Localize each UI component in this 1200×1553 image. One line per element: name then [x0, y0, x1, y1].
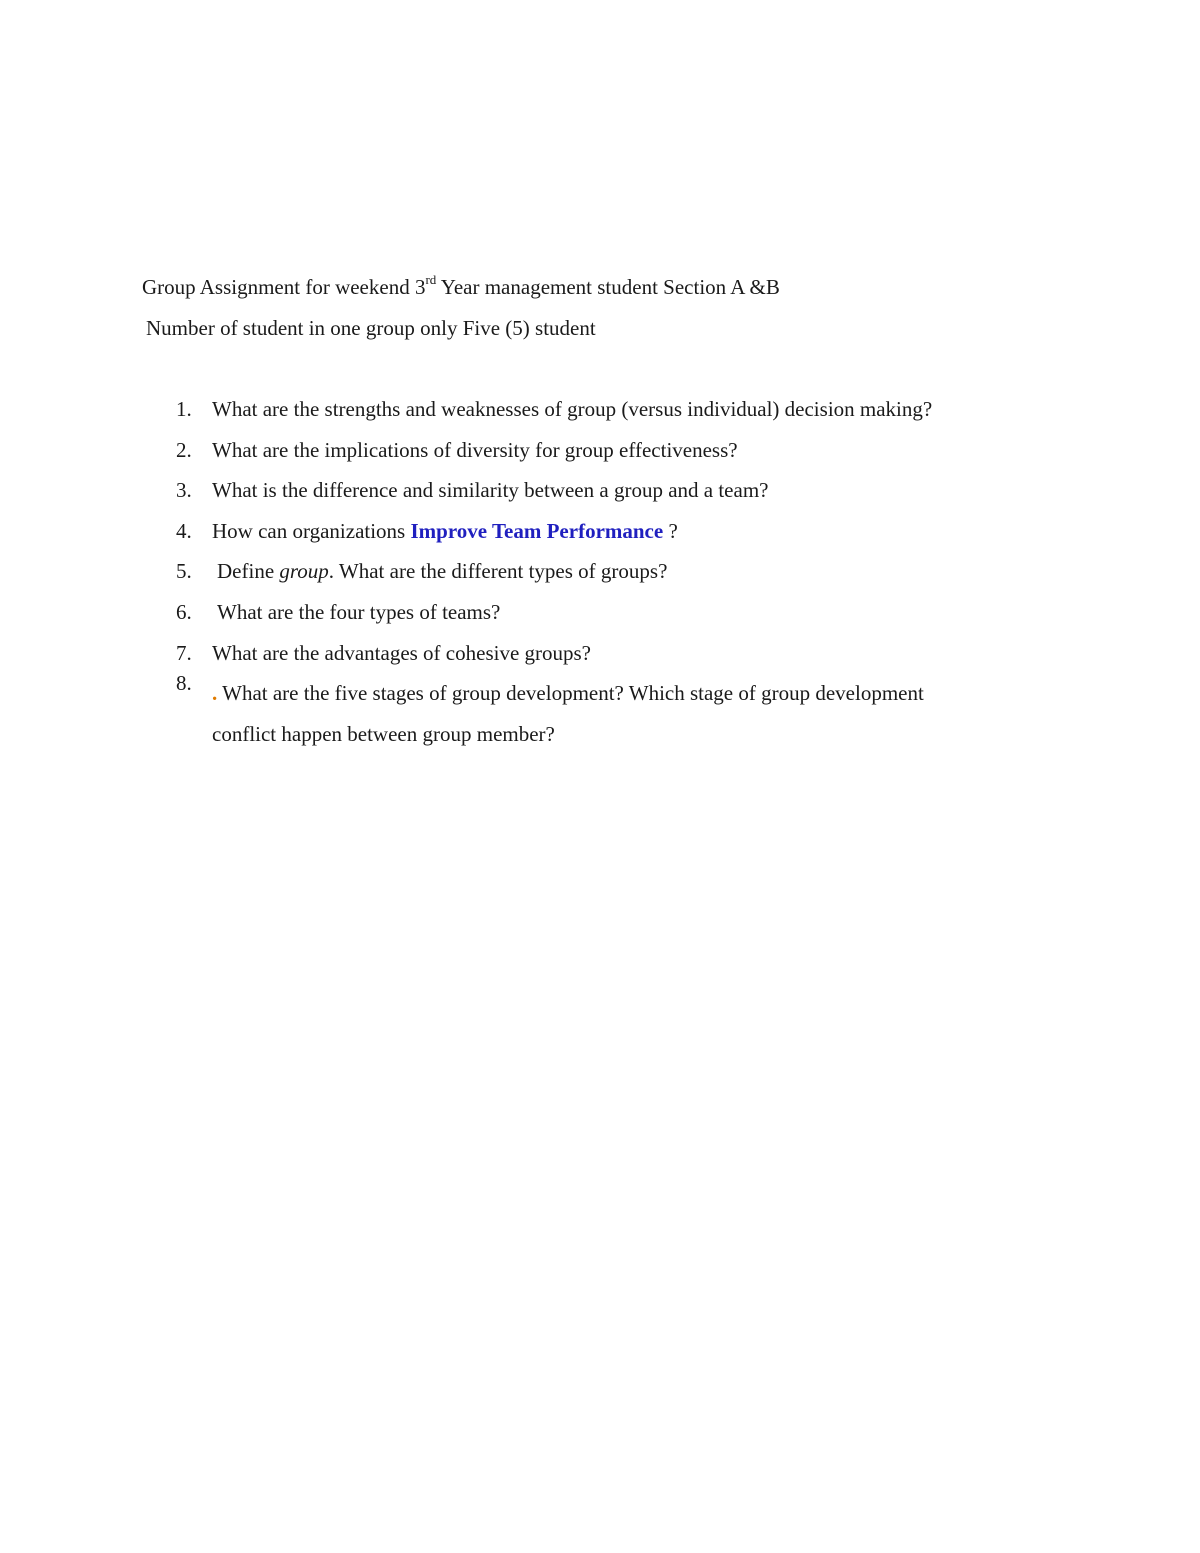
- question-text-end: ?: [663, 518, 678, 543]
- italic-term: group: [279, 559, 329, 584]
- question-text: What are the strengths and weaknesses of group (versus individual) decision making?: [212, 397, 933, 421]
- question-item: [0, 673, 1032, 755]
- question-text: [212, 673, 1032, 755]
- question-number: 3.: [176, 478, 192, 503]
- question-number: 5.: [176, 559, 192, 584]
- title-superscript: rd: [425, 272, 437, 287]
- question-text-start: How can organizations: [212, 518, 411, 543]
- question-list: [0, 399, 1032, 755]
- group-size-note: Number of student in one group only Five (5) student: [146, 316, 596, 340]
- question-number: 4.: [176, 518, 192, 543]
- title-text-start: Group Assignment for weekend 3: [142, 275, 426, 299]
- question-text: What are the implications of diversity for group effectiveness?: [212, 437, 738, 462]
- orange-dot-mark: .: [212, 681, 218, 706]
- question-number: 2.: [176, 437, 192, 462]
- question-text: What are the four types of teams?: [217, 599, 501, 624]
- question-number: 1.: [176, 397, 192, 421]
- question-item: [0, 518, 1032, 562]
- question-text: What is the difference and similarity between a group and a team?: [212, 478, 769, 503]
- question-item: [0, 437, 1032, 481]
- title-text-end: Year management student Section A &B: [436, 275, 780, 299]
- question-text: [217, 561, 667, 582]
- question-number: 7.: [176, 640, 192, 665]
- assignment-title: [142, 272, 780, 299]
- question-item: [0, 480, 1032, 521]
- question-text-line2: conflict happen between group member?: [212, 722, 555, 747]
- question-text: [212, 518, 678, 543]
- question-text: What are the advantages of cohesive groups?: [212, 640, 592, 665]
- highlighted-phrase: Improve Team Performance: [410, 518, 664, 543]
- question-text-end: . What are the different types of groups?: [328, 559, 668, 584]
- question-text-line1: What are the five stages of group development? Which stage of group development: [217, 681, 924, 706]
- question-item: [0, 399, 1032, 440]
- question-number: 6.: [176, 599, 192, 624]
- question-item: [0, 561, 1032, 602]
- question-text-start: Define: [217, 559, 280, 584]
- question-item: [0, 599, 1032, 643]
- question-number: 8.: [176, 671, 192, 696]
